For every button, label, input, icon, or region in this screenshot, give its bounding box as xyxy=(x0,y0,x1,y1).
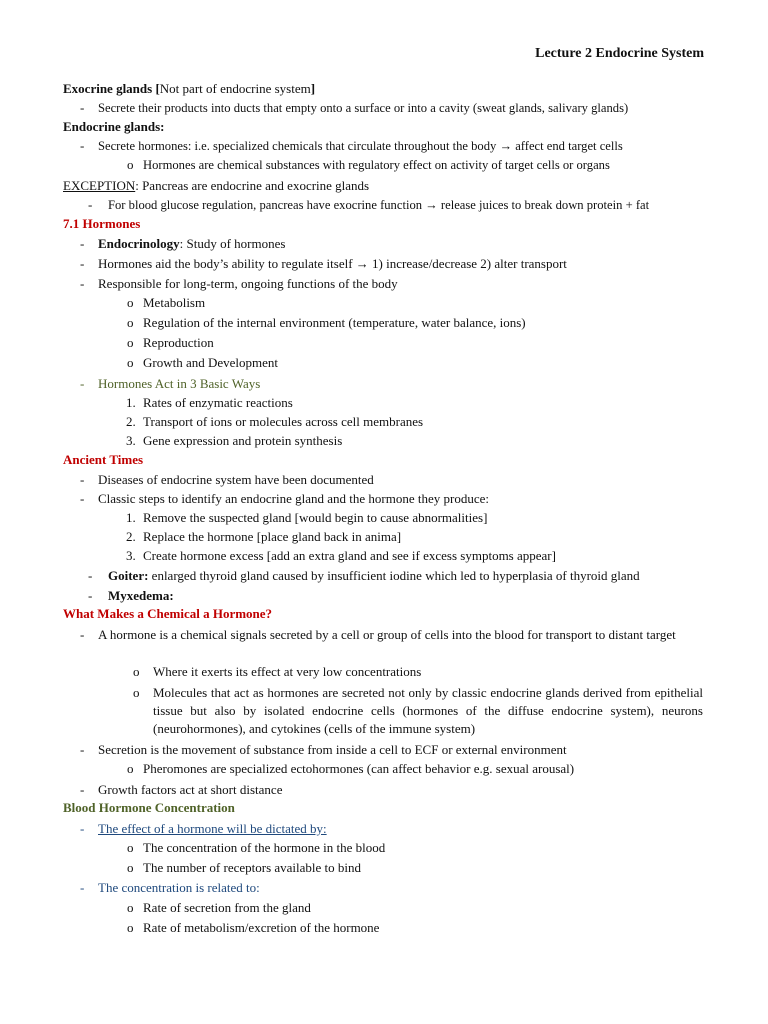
exocrine-heading: Exocrine glands [Not part of endocrine system] xyxy=(63,81,316,96)
exception-note: EXCEPTION: Pancreas are endocrine and exocrine glands xyxy=(63,178,370,193)
endocrine-heading: Endocrine glands: xyxy=(63,119,165,134)
section-heading-hormones: 7.1 Hormones xyxy=(63,216,141,231)
section-heading-blood: Blood Hormone Concentration xyxy=(63,800,235,815)
section-heading-chemical: What Makes a Chemical a Hormone? xyxy=(63,606,273,621)
document-page: Lecture 2 Endocrine System Exocrine glands [Not part of endocrine system] - Secrete their products into ducts that empty onto a surface or into a cavity (sweat glands, salivary glands) Endocrine glands: - Secrete hormones: i.e. specialized chemicals that circulate throughout the body → affect end target cells o Hormones are chemical substances with regulatory effect on activity of target cells or organs EXCEPTION: Pancreas are endocrine and exocrine glands - For blood glucose regulation, pancreas have exocrine function → release juices to break down protein + fat 7.1 Hormones - Endocrinology: Study of hormones - Hormones aid the body’s ability to regulate itself → 1) increase/decrease 2) alter transport - Responsible for long-term, ongoing functions of the body o Metabolism o Regulation of the internal environment (temperature, water balance, ions) o Reproduction o Growth and Development - Hormones Act in 3 Basic Ways 1. Rates of enzymatic reactions 2. Transport of ions or molecules across cell membranes 3. Gene expression and protein synthesis Ancient Times - Diseases of endocrine system have been documented - Classic steps to identify an endocrine gland and the hormone they produce: 1. Remove the suspected gland [would begin to cause abnormalities] 2. Replace the hormone [place gland back in anima] 3. Create hormone excess [add an extra gland and see if excess symptoms appear] - Goiter: enlarged thyroid gland caused by insufficient iodine which led to hyperplasia of thyroid gland - Myxedema: What Makes a Chemical a Hormone? - A hormone is a chemical signals secreted by a cell or group of cells into the blood for transport to distant target o Where it exerts its effect at very low concentrations o Molecules that act as hormones are secreted not only by classic endocrine glands derived from epithelial tissue but also by isolated endocrine cells (hormones of the diffuse endocrine system), neurons (neurohormones), and cytokines (cells of the immune system) - Secretion is the movement of substance from inside a cell to ECF or external environment o Pheromones are specialized ectohormones (can affect behavior e.g. sexual arousal) - Growth factors act at short distance Blood Hormone Concentration - The effect of a hormone will be dictated by: o The concentration of the hormone in the blood o The number of receptors available to bind - The concentration is related to: o Rate of secretion from the gland o Rate of metabolism/excretion of the hormone xyxy=(0,0,768,1024)
lecture-title: Lecture 2 Endocrine System xyxy=(535,46,704,61)
section-heading-ancient: Ancient Times xyxy=(63,452,144,467)
